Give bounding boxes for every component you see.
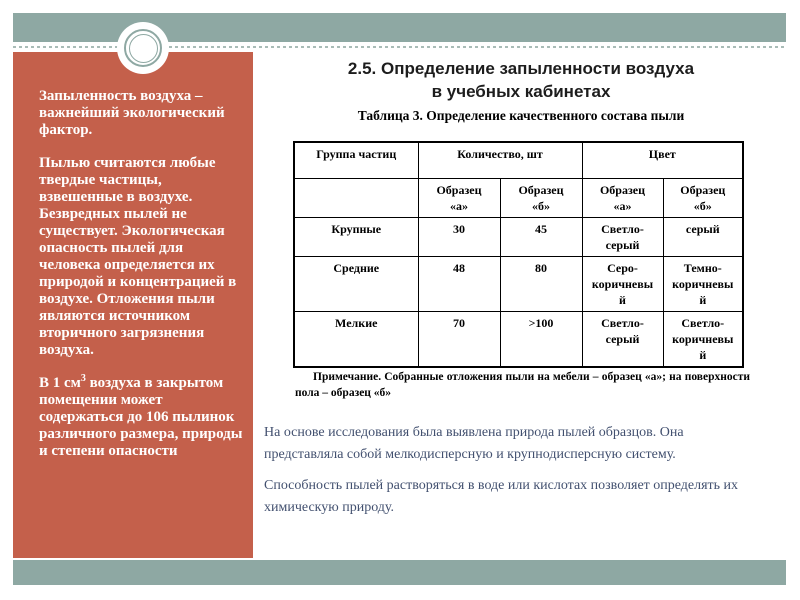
superscript-3: 3	[80, 373, 86, 384]
slide-title	[256, 57, 786, 103]
cell-color-a: Светло-серый	[582, 217, 663, 256]
slide-title-line-1: 2.5. Определение запыленности воздуха	[347, 59, 695, 78]
table-header-row-2	[294, 178, 743, 217]
cell-color-b: серый	[663, 217, 743, 256]
cell-qty-a: 70	[418, 311, 500, 367]
sidebar-paragraph-3-rest: воздуха в закрытом помещении может содержаться до 106 пылинок различного размера, природы и степени опасности	[39, 375, 243, 459]
header-cell-group: Группа частиц	[294, 142, 418, 178]
header-cell-qty-sample-a: Образец «а»	[418, 178, 500, 217]
cell-color-b: Светло-коричневый	[663, 311, 743, 367]
sidebar-panel	[13, 52, 253, 558]
cell-color-a: Светло-серый	[582, 311, 663, 367]
header-cell-color-sample-b: Образец «б»	[663, 178, 743, 217]
table-row-large-particles	[294, 217, 743, 256]
body-text-block	[264, 422, 758, 528]
slide-title-line-2: в учебных кабинетах	[431, 82, 611, 101]
table-footnote: Примечание. Собранные отложения пыли на мебели – образец «а»; на поверхности пола – образец «б»	[295, 371, 750, 399]
cell-group: Средние	[294, 256, 418, 311]
header-cell-color: Цвет	[582, 142, 743, 178]
table-row-small-particles	[294, 311, 743, 367]
table-caption: Таблица 3. Определение качественного состава пыли	[357, 108, 685, 123]
header-cell-color-sample-a: Образец «а»	[582, 178, 663, 217]
cell-qty-a: 30	[418, 217, 500, 256]
circle-ornament-outer-ring	[124, 29, 162, 67]
sidebar-paragraph-1: Запыленность воздуха – важнейший экологический фактор.	[39, 88, 225, 138]
cell-color-a: Серо-коричневый	[582, 256, 663, 311]
table-header-row-1	[294, 142, 743, 178]
body-paragraph-2: Способность пылей растворяться в воде или кислотах позволяет определять их химическую природу.	[264, 478, 739, 515]
cell-qty-b: 45	[500, 217, 582, 256]
cell-group: Крупные	[294, 217, 418, 256]
circle-ornament-inner-ring	[129, 34, 158, 63]
header-cell-empty	[294, 178, 418, 217]
sidebar-paragraph-2: Пылью считаются любые твердые частицы, взвешенные в воздухе. Безвредных пылей не существует. Экологическая опасность пылей для человека определяется их природой и концентрацией в воздухе. Отложения пыли являются источником вторичного загрязнения воздуха.	[39, 155, 237, 358]
header-cell-qty-sample-b: Образец «б»	[500, 178, 582, 217]
table-row-medium-particles	[294, 256, 743, 311]
cell-qty-b: 80	[500, 256, 582, 311]
cell-qty-b: >100	[500, 311, 582, 367]
cell-qty-a: 48	[418, 256, 500, 311]
bottom-accent-bar	[13, 560, 786, 585]
body-paragraph-1: На основе исследования была выявлена природа пылей образцов. Она представляла собой мелкодисперсную и крупнодисперсную систему.	[264, 425, 684, 462]
circle-ornament-icon	[117, 22, 169, 74]
sidebar-paragraph-3	[39, 375, 245, 460]
cell-group: Мелкие	[294, 311, 418, 367]
header-cell-quantity: Количество, шт	[418, 142, 582, 178]
sidebar-paragraph-3-prefix: В 1 см	[39, 375, 81, 391]
dust-composition-table	[293, 141, 744, 368]
cell-color-b: Темно-коричневый	[663, 256, 743, 311]
